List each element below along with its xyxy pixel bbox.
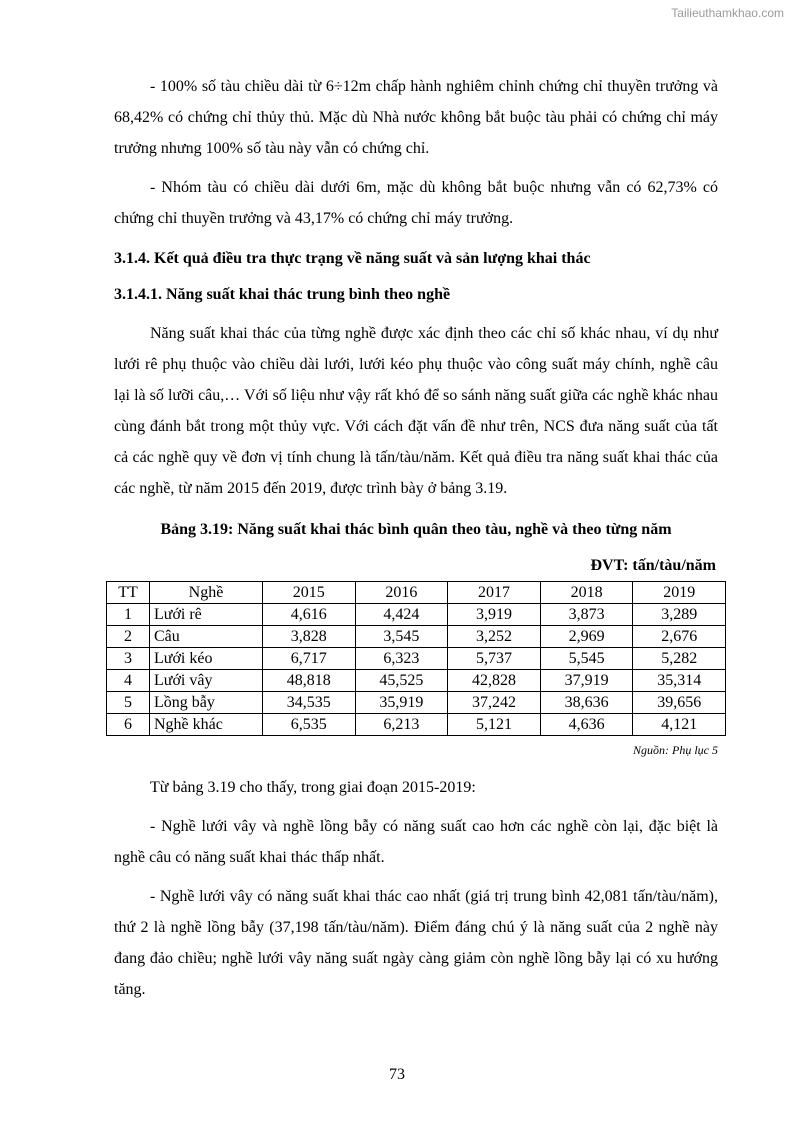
top-bullets — [114, 71, 718, 234]
table-cell: 39,656 — [633, 692, 726, 714]
section-heading: 3.1.4. Kết quả điều tra thực trạng về năng suất và sản lượng khai thác — [114, 250, 591, 267]
table-cell: 34,535 — [263, 692, 356, 714]
intro-paragraph: Năng suất khai thác của từng nghề được xác định theo các chỉ số khác nhau, ví dụ như lưới rê phụ thuộc vào chiều dài lưới, lưới kéo phụ thuộc vào công suất máy chính, nghề câu lại là số lưỡi câu,… Với số liệu như vậy rất khó để so sánh năng suất giữa các nghề khác nhau cùng đánh bắt trong một thủy vực. Với cách đặt vấn đề như trên, NCS đưa năng suất của tất cả các nghề quy về đơn vị tính chung là tấn/tàu/năm. Kết quả điều tra năng suất khai thác của các nghề, từ năm 2015 đến 2019, được trình bày ở bảng 3.19. — [114, 325, 718, 497]
table-row — [107, 670, 726, 692]
table-header-cell: 2016 — [355, 582, 448, 604]
table-cell: Lưới kéo — [150, 648, 263, 670]
table-row — [107, 648, 726, 670]
page-content — [114, 71, 718, 1005]
page-number: 73 — [389, 1066, 405, 1083]
table-cell: 5 — [107, 692, 150, 714]
table-cell: Nghề khác — [150, 714, 263, 736]
table-header-cell: Nghề — [150, 582, 263, 604]
analysis-paragraph: Từ bảng 3.19 cho thấy, trong giai đoạn 2015-2019: — [150, 779, 476, 796]
table-cell: 48,818 — [263, 670, 356, 692]
table-cell: 3,919 — [448, 604, 541, 626]
table-header-cell: 2017 — [448, 582, 541, 604]
table-cell: 35,314 — [633, 670, 726, 692]
analysis-paragraph: - Nghề lưới vây và nghề lồng bẫy có năng suất cao hơn các nghề còn lại, đặc biệt là nghề câu có năng suất khai thác thấp nhất. — [114, 818, 718, 866]
table-cell: Lưới vây — [150, 670, 263, 692]
table-cell: 35,919 — [355, 692, 448, 714]
table-cell: 5,737 — [448, 648, 541, 670]
subsection-heading: 3.1.4.1. Năng suất khai thác trung bình theo nghề — [114, 286, 451, 303]
table-cell: 45,525 — [355, 670, 448, 692]
table-cell: 3,252 — [448, 626, 541, 648]
analysis-paragraph: - Nghề lưới vây có năng suất khai thác cao nhất (giá trị trung bình 42,081 tấn/tàu/năm), thứ 2 là nghề lồng bẫy (37,198 tấn/tàu/năm). Điểm đáng chú ý là năng suất của 2 nghề này đang đảo chiều; nghề lưới vây năng suất ngày càng giảm còn nghề lồng bẫy lại có xu hướng tăng. — [114, 888, 718, 998]
table-header-cell: 2018 — [540, 582, 633, 604]
table-cell: 4,121 — [633, 714, 726, 736]
table-cell: 1 — [107, 604, 150, 626]
table-cell: 3 — [107, 648, 150, 670]
table-cell: 6,717 — [263, 648, 356, 670]
table-cell: 2,676 — [633, 626, 726, 648]
table-row — [107, 626, 726, 648]
table-cell: 6,323 — [355, 648, 448, 670]
watermark: Tailieuthamkhao.com — [671, 6, 784, 20]
table-row — [107, 604, 726, 626]
table-row — [107, 692, 726, 714]
table-cell: Lồng bẫy — [150, 692, 263, 714]
table-cell: 42,828 — [448, 670, 541, 692]
table-cell: 3,545 — [355, 626, 448, 648]
table-header-row — [107, 582, 726, 604]
table-cell: 6 — [107, 714, 150, 736]
table-header-cell: 2019 — [633, 582, 726, 604]
table-cell: 5,121 — [448, 714, 541, 736]
table-cell: 5,282 — [633, 648, 726, 670]
table-cell: 5,545 — [540, 648, 633, 670]
table-cell: 6,535 — [263, 714, 356, 736]
table-cell: 3,873 — [540, 604, 633, 626]
table-cell: 38,636 — [540, 692, 633, 714]
table-cell: 3,289 — [633, 604, 726, 626]
table-cell: 37,919 — [540, 670, 633, 692]
table-cell: 2,969 — [540, 626, 633, 648]
bullet-paragraph: - 100% số tàu chiều dài từ 6÷12m chấp hành nghiêm chỉnh chứng chỉ thuyền trưởng và 68,42% có chứng chỉ thủy thủ. Mặc dù Nhà nước không bắt buộc tàu phải có chứng chỉ máy trưởng nhưng 100% số tàu này vẫn có chứng chỉ. — [114, 78, 718, 157]
table-title: Bảng 3.19: Năng suất khai thác bình quân theo tàu, nghề và theo từng năm — [160, 521, 672, 538]
table-cell: 4,636 — [540, 714, 633, 736]
table-source: Nguồn: Phụ lục 5 — [633, 743, 718, 757]
table-cell: Câu — [150, 626, 263, 648]
productivity-table — [106, 581, 726, 736]
table-cell: 6,213 — [355, 714, 448, 736]
table-cell: 3,828 — [263, 626, 356, 648]
table-cell: 2 — [107, 626, 150, 648]
table-cell: 4,424 — [355, 604, 448, 626]
table-unit: ĐVT: tấn/tàu/năm — [590, 557, 716, 574]
table-header-cell: TT — [107, 582, 150, 604]
analysis-section — [114, 772, 718, 1005]
table-cell: 4,616 — [263, 604, 356, 626]
table-header-cell: 2015 — [263, 582, 356, 604]
table-cell: 4 — [107, 670, 150, 692]
table-cell: Lưới rê — [150, 604, 263, 626]
table-cell: 37,242 — [448, 692, 541, 714]
bullet-paragraph: - Nhóm tàu có chiều dài dưới 6m, mặc dù không bắt buộc nhưng vẫn có 62,73% có chứng chỉ thuyền trưởng và 43,17% có chứng chỉ máy trưởng. — [114, 179, 718, 227]
table-row — [107, 714, 726, 736]
